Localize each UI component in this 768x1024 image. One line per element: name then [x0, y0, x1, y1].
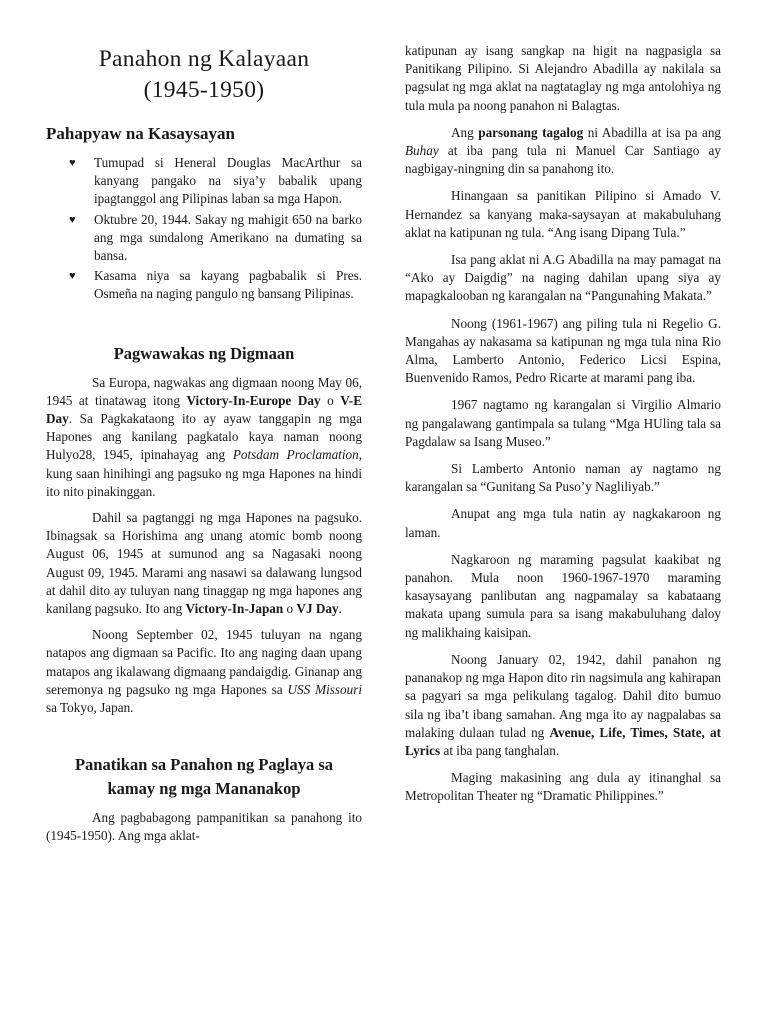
page-title: [46, 44, 362, 106]
bullet-list: [46, 154, 362, 304]
paragraph-pelikula: Noong January 02, 1942, dahil panahon ng pananakop ng mga Hapon dito rin nagsimula ang kahirapan sa pagyari sa mga pelikulang tagalog. Dahil dito bumuo sila ng iba’t ibang samahan. Ang mga ito ay nagpalabas sa malaking dulaan tulad ng Avenue, Life, Times, State, at Lyrics at iba pang tanghalan.: [405, 651, 721, 758]
paragraph-september: Noong September 02, 1945 tuluyan na ngang natapos ang digmaan sa Pacific. Ito ang naging daan upang matapos ang ikalawang digmaang pandaigdig. Ginanap ang seremonya ng pagsuko ng mga Hapones sa USS Missouri sa Tokyo, Japan.: [46, 627, 362, 716]
paragraph-lamberto: Si Lamberto Antonio naman ay nagtamo ng karangalan sa “Gunitang Sa Puso’y Nagliliyab.”: [405, 461, 721, 495]
heading-panatikan: [46, 753, 362, 801]
paragraph-hernandez: Hinangaan sa panitikan Pilipino si Amado V. Hernandez sa kanyang maka-saysayan at makabuluhang aklat na katipunan ng tula. “Ang isang Dipang Tula.”: [405, 188, 721, 240]
left-column: [46, 0, 362, 854]
bullet-item: [46, 211, 362, 266]
heading-pagwawakas: Pagwawakas ng Digmaan: [113, 343, 295, 363]
paragraph-almario: 1967 nagtamo ng karangalan si Virgilio Almario ng pangalawang gantimpala sa tulang “Mga HUling tala sa Pagdalaw sa Isang Museo.”: [405, 397, 721, 449]
heading-line-2: kamay ng mga Mananakop: [107, 779, 301, 799]
paragraph-europa: Sa Europa, nagwakas ang digmaan noong May 06, 1945 at tinatawag itong Victory-In-Europe Day o V-E Day. Sa Pagkakataong ito ay ayaw tanggapin ng mga Hapones ang kanilang pagkatalo kaya naman noong Hulyo28, 1945, ipinahayag ang Potsdam Proclamation, kung saan hinihingi ang pagsuko ng mga Hapones na hindi ito nito pinakinggan.: [46, 374, 362, 499]
heading-line-1: Panatikan sa Panahon ng Paglaya sa: [74, 755, 334, 775]
paragraph-mangahas: Noong (1961-1967) ang piling tula ni Regelio G. Mangahas ay nakasama sa katipunan ng mga tula nina Rio Alma, Lamberto Antonio, Federico Licsi Espina, Buenvenido Ramos, Pedro Ricarte at marami pang iba.: [405, 315, 721, 386]
paragraph-ako-ay-daigdig: Isa pang aklat ni A.G Abadilla na may pamagat na “Ako ay Daigdig” na naging dahilan upang siya ay mapagkalooban ng karangalan na “Pangunahing Makata.”: [405, 252, 721, 304]
paragraph-anupat: Anupat ang mga tula natin ay nagkakaroon ng laman.: [405, 506, 721, 540]
heading-pahapyaw: Pahapyaw na Kasaysayan: [46, 124, 235, 143]
paragraph-pagbabago: Ang pagbabagong pampanitikan sa panahong ito (1945-1950). Ang mga aklat-: [46, 810, 362, 844]
paragraph-pagsulat: Nagkaroon ng maraming pagsulat kaakibat ng panahon. Mula noon 1960-1967-1970 maraming kasaysayang panlibutan ang nagpamalay sa kabataang makata upang sumula para sa isang makabuluhang daloy ng malikhaing kaisipan.: [405, 551, 721, 640]
paragraph-dula: Maging makasining ang dula ay itinanghal sa Metropolitan Theater ng “Dramatic Philippines.”: [405, 770, 721, 804]
title-line-1: Panahon ng Kalayaan: [98, 46, 310, 72]
bullet-item: [46, 267, 362, 303]
paragraph-continuation: katipunan ay isang sangkap na higit na nagpasigla sa Panitikang Pilipino. Si Alejandro Abadilla ay nakilala sa pagsulat ng mga aklat na nagtataglay ng mga antolohiya ng tula mula pa noong panahon ni Balagtas.: [405, 43, 721, 113]
paragraph-parsonang-tagalog: Ang parsonang tagalog ni Abadilla at isa pa ang Buhay at iba pang tula ni Manuel Car Santiago ay nagbigay-ningning din sa panahong ito.: [405, 124, 722, 177]
bullet-text: Tumupad si Heneral Douglas MacArthur sa kanyang pangako na siya’y babalik upang ipagtanggol ang Pilipinas laban sa mga Hapon.: [94, 155, 362, 207]
heart-bullet-icon: ♥: [69, 157, 76, 169]
bullet-item: [46, 154, 362, 209]
heart-bullet-icon: ♥: [69, 270, 76, 283]
bullet-text: Kasama niya sa kayang pagbabalik si Pres. Osmeña na naging pangulo ng bansang Pilipinas.: [94, 268, 362, 302]
bullet-text: Oktubre 20, 1944. Sakay ng mahigit 650 na barko ang mga sundalong Amerikano na dumating sa bansa.: [94, 211, 362, 264]
heart-bullet-icon: ♥: [69, 213, 76, 226]
right-column: [405, 42, 721, 815]
paragraph-atomic-bomb: Dahil sa pagtanggi ng mga Hapones na pagsuko. Ibinagsak sa Horishima ang unang atomic bomb noong August 06, 1945 at sumunod ang sa Nagasaki noong August 09, 1945. Marami ang nasawi sa dalawang lungsod at dahil dito ay tuluyan nang tinaggap ng mga hapones ang kanilang pagsuko. Ito ang Victory-In-Japan o VJ Day.: [46, 510, 362, 617]
title-line-2: (1945-1950): [143, 77, 265, 103]
